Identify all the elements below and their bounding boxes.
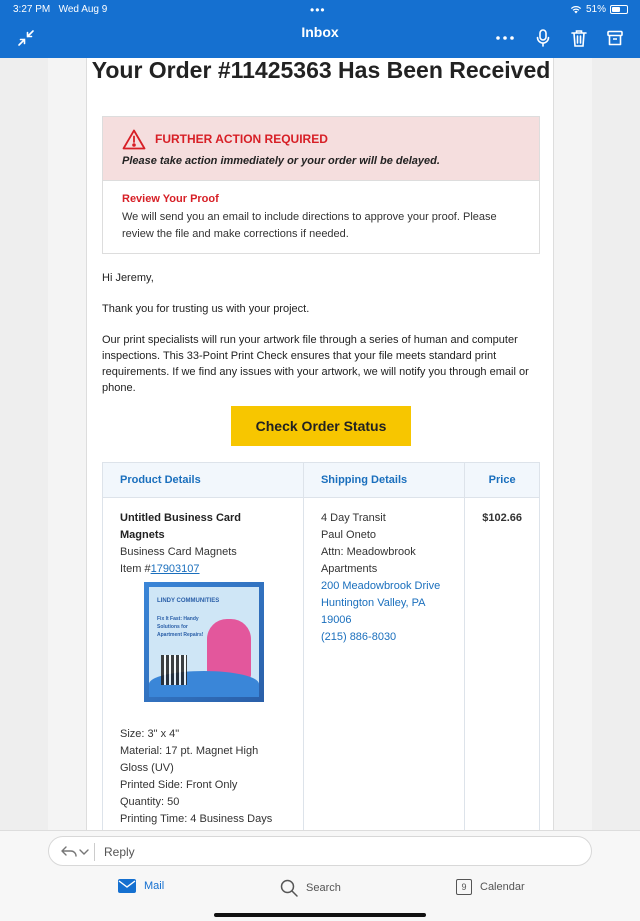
header-price: Price xyxy=(465,463,540,498)
more-options-icon[interactable] xyxy=(494,27,516,49)
battery-percent: 51% xyxy=(585,4,606,15)
action-alert xyxy=(102,116,540,254)
reply-bar[interactable] xyxy=(48,836,592,866)
wifi-icon xyxy=(570,5,582,14)
alert-title: FURTHER ACTION REQUIRED xyxy=(155,132,328,146)
order-headline: Your Order #11425363 Has Been Received xyxy=(91,57,551,83)
spec-quantity: Quantity: 50 xyxy=(120,796,180,808)
tab-search-label: Search xyxy=(306,882,341,894)
top-bar xyxy=(0,0,640,58)
reply-arrow-icon[interactable] xyxy=(61,846,77,858)
product-thumbnail[interactable] xyxy=(144,582,264,702)
spec-printing-time: Printing Time: 4 Business Days xyxy=(120,813,273,825)
shipping-method: 4 Day Transit xyxy=(320,512,386,524)
item-number-link[interactable]: 17903107 xyxy=(150,563,200,575)
header-product-details: Product Details xyxy=(103,463,304,498)
spec-material: Material: 17 pt. Magnet High Gloss (UV) xyxy=(120,745,259,774)
spec-printed-side: Printed Side: Front Only xyxy=(120,779,238,791)
greeting: Hi Jeremy, xyxy=(102,272,154,284)
thanks-paragraph: Thank you for trusting us with your project. xyxy=(102,303,310,315)
header-shipping-details: Shipping Details xyxy=(303,463,464,498)
alert-subtitle: Please take action immediately or your order will be delayed. xyxy=(122,155,440,167)
email-card xyxy=(86,58,554,848)
shipping-name: Paul Oneto xyxy=(320,529,376,541)
address-city-link[interactable]: Huntington Valley, PA xyxy=(320,597,426,609)
price-cell: $102.66 xyxy=(465,498,540,858)
calendar-icon: 9 xyxy=(456,879,472,895)
bottom-bar xyxy=(0,830,640,921)
status-clock: 3:27 PM xyxy=(13,4,51,15)
shipping-attn: Attn: Meadowbrook Apartments xyxy=(320,546,416,575)
item-prefix: Item # xyxy=(120,563,151,575)
microphone-icon[interactable] xyxy=(532,27,554,49)
order-table xyxy=(102,462,540,858)
thumbnail-artwork xyxy=(149,587,259,697)
product-type: Business Card Magnets xyxy=(120,546,237,558)
home-indicator xyxy=(214,913,426,917)
search-icon xyxy=(280,879,298,897)
chevron-down-icon[interactable] xyxy=(79,849,89,855)
tab-calendar[interactable] xyxy=(456,879,525,895)
phone-link[interactable]: (215) 886-8030 xyxy=(320,631,397,643)
thumbnail-brand: LINDY COMMUNITIES xyxy=(157,598,220,604)
email-viewer[interactable] xyxy=(48,58,592,830)
shipping-cell xyxy=(303,498,464,858)
table-row xyxy=(103,498,540,858)
address-zip-link[interactable]: 19006 xyxy=(320,614,352,626)
product-name: Untitled Business Card Magnets xyxy=(120,512,242,541)
inspection-paragraph: Our print specialists will run your artwork file through a series of human and computer inspections. This 33-Point Print Check ensures that your file meets standard print requirements. If we find any issues with your artwork, we will notify you through email or phone. xyxy=(102,334,529,394)
trash-icon[interactable] xyxy=(568,27,590,49)
status-date: Wed Aug 9 xyxy=(58,4,108,15)
thumbnail-text: Fix It Fast: Handy Solutions for Apartment Repairs! xyxy=(157,616,204,638)
tab-mail-label: Mail xyxy=(144,880,165,892)
qr-code-icon xyxy=(161,655,187,685)
reply-label: Reply xyxy=(104,845,135,859)
tab-mail[interactable] xyxy=(118,879,164,893)
address-street-link[interactable]: 200 Meadowbrook Drive xyxy=(320,580,441,592)
tab-calendar-label: Calendar xyxy=(480,881,525,893)
status-indicators xyxy=(570,4,628,15)
battery-icon xyxy=(610,5,628,14)
collapse-icon[interactable] xyxy=(15,27,37,49)
check-order-status-button[interactable]: Check Order Status xyxy=(231,406,411,446)
proof-title: Review Your Proof xyxy=(122,193,219,205)
product-cell xyxy=(103,498,304,858)
table-header-row xyxy=(103,463,540,498)
warning-icon xyxy=(122,129,146,150)
alert-banner xyxy=(103,117,539,181)
multitask-dots-icon[interactable]: ••• xyxy=(310,3,326,17)
proof-text: We will send you an email to include directions to approve your proof. Please review the file and make corrections if needed. xyxy=(122,211,497,240)
reply-options[interactable] xyxy=(61,843,95,861)
archive-icon[interactable] xyxy=(604,27,626,49)
mail-icon xyxy=(118,879,136,893)
item-number-line xyxy=(120,561,286,578)
thumbnail-figure xyxy=(207,619,251,679)
spec-size: Size: 3" x 4" xyxy=(120,728,180,740)
proof-section xyxy=(103,181,539,255)
status-time xyxy=(13,4,107,15)
tab-search[interactable] xyxy=(280,879,341,897)
nav-title: Inbox xyxy=(301,24,339,40)
